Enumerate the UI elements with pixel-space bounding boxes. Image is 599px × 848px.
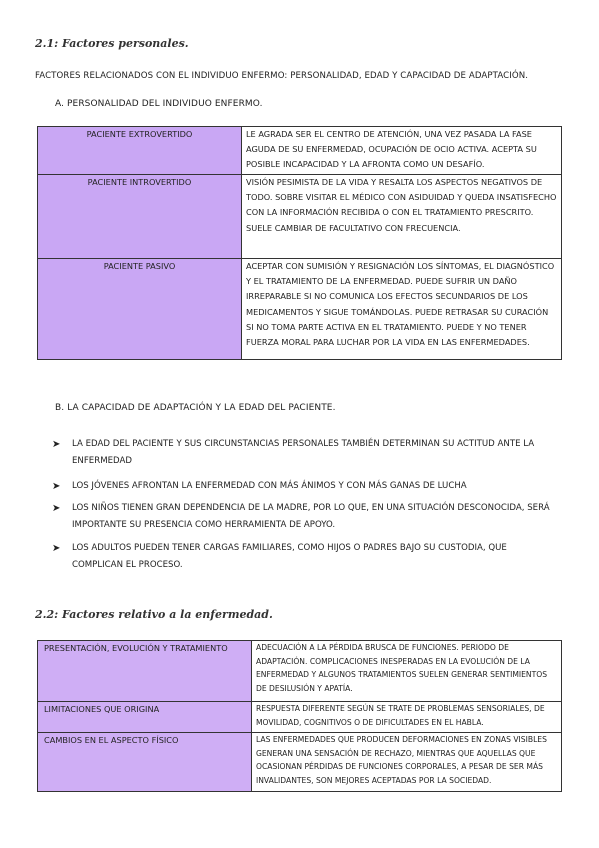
personality-table [37,126,562,360]
table-text-cell: RESPUESTA DIFERENTE SEGÚN SE TRATE DE PROBLEMAS SENSORIALES, DE MOVILIDAD, COGNITIVOS O DE DIFICULTADES EN EL HABLA. [252,702,562,733]
table-row [38,259,562,360]
list-item-text: LOS NIÑOS TIENEN GRAN DEPENDENCIA DE LA MADRE, POR LO QUE, EN UNA SITUACIÓN DESCONOCIDA, SERÁ IMPORTANTE SU PRESENCIA COMO HERRAMIENTA DE APOYO. [72,503,550,530]
table-label-cell: LIMITACIONES QUE ORIGINA [38,702,252,733]
list-item-text: LA EDAD DEL PACIENTE Y SUS CIRCUNSTANCIAS PERSONALES TAMBIÉN DETERMINAN SU ACTITUD ANTE LA ENFERMEDAD [72,439,535,466]
table-label-cell: PACIENTE EXTROVERTIDO [38,127,242,175]
table-label-cell: PRESENTACIÓN, EVOLUCIÓN Y TRATAMIENTO [38,641,252,702]
table-label-cell: PACIENTE INTROVERTIDO [38,175,242,259]
list-item-text: LOS JÓVENES AFRONTAN LA ENFERMEDAD CON MÁS ÁNIMOS Y CON MÁS GANAS DE LUCHA [72,481,467,491]
arrow-bullet-icon: ➤ [52,543,61,554]
table-text-cell: VISIÓN PESIMISTA DE LA VIDA Y RESALTA LOS ASPECTOS NEGATIVOS DE TODO. SOBRE VISITAR EL MÉDICO CON ASIDUIDAD Y QUEDA INSATISFECHO CON LA INFORMACIÓN RECIBIDA O CON EL TRATAMIENTO PRESCRITO. SUELE CAMBIAR DE FACULTATIVO CON FRECUENCIA. [242,175,562,259]
list-item-text: LOS ADULTOS PUEDEN TENER CARGAS FAMILIARES, COMO HIJOS O PADRES BAJO SU CUSTODIA, QUE COMPLICAN EL PROCESO. [72,543,507,570]
table-row [38,733,562,792]
section-heading-personal: 2.1: Factores personales. [35,37,189,50]
list-item [52,540,552,574]
arrow-bullet-icon: ➤ [52,503,61,514]
table-row [38,127,562,175]
table-text-cell: ACEPTAR CON SUMISIÓN Y RESIGNACIÓN LOS SÍNTOMAS, EL DIAGNÓSTICO Y EL TRATAMIENTO DE LA ENFERMEDAD. PUEDE SUFRIR UN DAÑO IRREPARABLE SI NO COMUNICA LOS EFECTOS SECUNDARIOS DE LOS MEDICAMENTOS Y SIGUE TOMÁNDOLAS. PUEDE RETRASAR SU CURACIÓN SI NO TOMA PARTE ACTIVA EN EL TRATAMIENTO. PUEDE Y NO TENER FUERZA MORAL PARA LUCHAR POR LA VIDA EN LAS ENFERMEDADES. [242,259,562,360]
table-text-cell: LAS ENFERMEDADES QUE PRODUCEN DEFORMACIONES EN ZONAS VISIBLES GENERAN UNA SENSACIÓN DE RECHAZO, MIENTRAS QUE AQUELLAS QUE OCASIONAN PÉRDIDAS DE FUNCIONES CORPORALES, A PESAR DE SER MÁS INVALIDANTES, SON MEJORES ACEPTADAS POR LA SOCIEDAD. [252,733,562,792]
list-item [52,478,552,495]
table-text-cell: LE AGRADA SER EL CENTRO DE ATENCIÓN, UNA VEZ PASADA LA FASE AGUDA DE SU ENFERMEDAD, OCUPACIÓN DE OCIO ACTIVA. ACEPTA SU POSIBLE INCAPACIDAD Y LA AFRONTA COMO UN DESAFÍO. [242,127,562,175]
table-row [38,175,562,259]
section-intro: FACTORES RELACIONADOS CON EL INDIVIDUO ENFERMO: PERSONALIDAD, EDAD Y CAPACIDAD DE ADAPTACIÓN. [35,71,529,81]
subheading-b: B. LA CAPACIDAD DE ADAPTACIÓN Y LA EDAD DEL PACIENTE. [55,403,336,413]
list-item [52,436,552,470]
arrow-bullet-icon: ➤ [52,439,61,450]
section-heading-disease: 2.2: Factores relativo a la enfermedad. [35,608,273,621]
list-item [52,500,552,534]
table-text-cell: ADECUACIÓN A LA PÉRDIDA BRUSCA DE FUNCIONES. PERIODO DE ADAPTACIÓN. COMPLICACIONES INESPERADAS EN LA EVOLUCIÓN DE LA ENFERMEDAD Y ALGUNOS TRATAMIENTOS SUELEN GENERAR SENTIMIENTOS DE DESILUSIÓN Y APATÍA. [252,641,562,702]
table-row [38,702,562,733]
arrow-bullet-icon: ➤ [52,481,61,492]
disease-factors-table [37,640,562,792]
table-row [38,641,562,702]
table-label-cell: PACIENTE PASIVO [38,259,242,360]
subheading-a: A. PERSONALIDAD DEL INDIVIDUO ENFERMO. [55,99,263,109]
table-label-cell: CAMBIOS EN EL ASPECTO FÍSICO [38,733,252,792]
